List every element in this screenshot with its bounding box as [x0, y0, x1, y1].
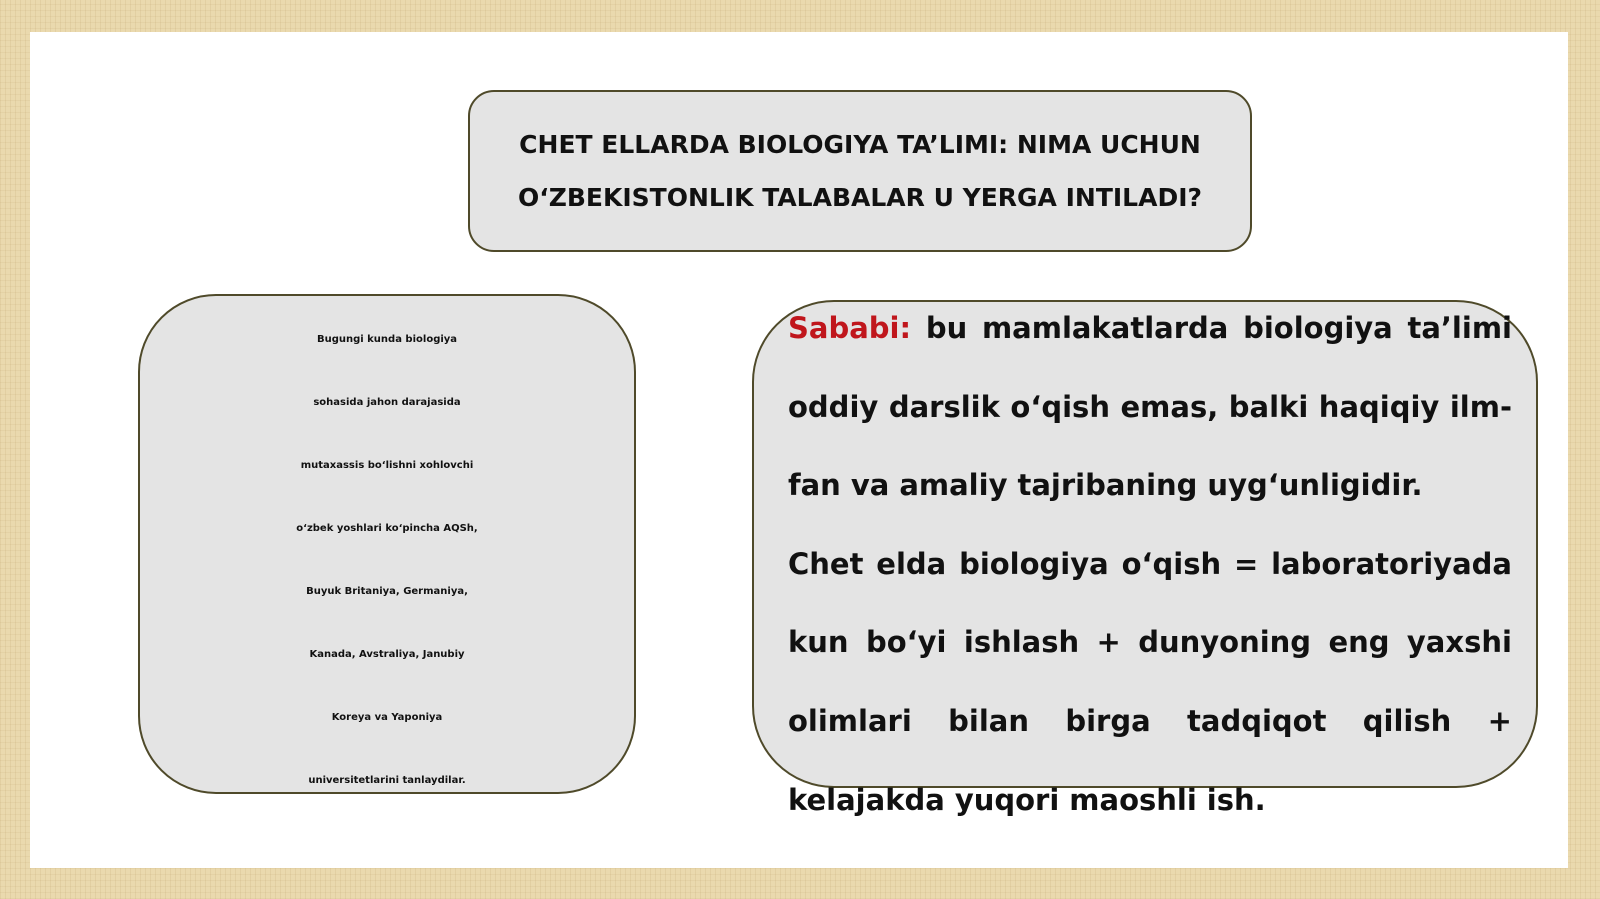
right-text-word: tajribaning: [1017, 468, 1198, 503]
right-text-word: =: [1233, 546, 1259, 581]
title-line: O‘ZBEKISTONLIK TALABALAR U YERGA INTILADI?: [517, 183, 1203, 212]
right-text-line: [788, 761, 1512, 840]
right-text-word: elda: [876, 546, 947, 581]
right-text-line: [788, 289, 1512, 368]
left-text-line: Kanada, Avstraliya, Janubiy: [309, 649, 465, 660]
right-text-word: laboratoriyada: [1271, 546, 1512, 581]
right-text-word: bo‘yi: [865, 625, 947, 660]
right-text-word: kelajakda: [788, 782, 945, 817]
slide: [30, 32, 1568, 868]
right-text-word: oddiy: [788, 389, 879, 424]
right-text-line: [788, 603, 1512, 682]
right-text-word: dunyoning: [1138, 625, 1312, 660]
right-text-word: biologiya: [1243, 311, 1393, 345]
right-text-word: eng: [1328, 625, 1390, 660]
right-text-word: fan: [788, 468, 841, 503]
right-text-word: olimlari: [788, 703, 912, 738]
right-text-line: [788, 446, 1512, 525]
left-text-line: Bugungi kunda biologiya: [316, 334, 458, 345]
right-text-word: o‘qish: [1121, 546, 1222, 581]
left-text-line: Buyuk Britaniya, Germaniya,: [306, 586, 468, 597]
right-text-word: ishlash: [963, 625, 1080, 660]
right-text-word: ish.: [1206, 782, 1266, 817]
title-line: CHET ELLARDA BIOLOGIYA TA’LIMI: NIMA UCHUN: [519, 130, 1201, 159]
left-text-line: sohasida jahon darajasida: [313, 397, 461, 408]
right-text-word: darslik: [888, 389, 1000, 424]
right-text-word: mamlakatlarda: [981, 311, 1229, 345]
right-text-word: uyg‘unligidir.: [1207, 468, 1423, 503]
left-text-line: o‘zbek yoshlari ko‘pincha AQSh,: [296, 523, 478, 534]
right-text-word: maoshli: [1069, 782, 1197, 817]
right-text-word: bu: [925, 311, 968, 345]
right-text-word: emas,: [1120, 389, 1219, 424]
right-text-block: [788, 289, 1512, 839]
reason-label: Sababi:: [788, 311, 912, 345]
right-text-word: tadqiqot: [1187, 703, 1327, 738]
right-text-word: amaliy: [899, 468, 1008, 503]
right-text-word: birga: [1065, 703, 1151, 738]
title-box: [468, 90, 1252, 252]
right-text-word: qilish: [1362, 703, 1452, 738]
right-text-word: +: [1096, 625, 1121, 660]
right-text-word: bilan: [948, 703, 1029, 738]
right-text-word: o‘qish: [1010, 389, 1110, 424]
left-text-box: [138, 294, 636, 794]
right-text-line: [788, 368, 1512, 447]
right-text-word: va: [850, 468, 890, 503]
right-text-word: yaxshi: [1406, 625, 1512, 660]
right-text-word: balki: [1228, 389, 1309, 424]
right-text-line: [788, 682, 1512, 761]
right-text-word: biologiya: [959, 546, 1109, 581]
left-text-line: Koreya va Yaponiya: [331, 712, 443, 723]
left-text-line: mutaxassis bo‘lishni xohlovchi: [300, 460, 474, 471]
right-text-word: haqiqiy: [1318, 389, 1440, 424]
right-text-word: ta’limi: [1407, 311, 1512, 345]
right-text-word: ilm-: [1449, 389, 1512, 424]
right-text-line: [788, 525, 1512, 604]
left-text-line: universitetlarini tanlaydilar.: [308, 775, 466, 786]
right-text-word: kun: [788, 625, 849, 660]
right-text-word: Chet: [788, 546, 864, 581]
right-text-word: +: [1487, 703, 1512, 738]
right-text-word: yuqori: [954, 782, 1060, 817]
